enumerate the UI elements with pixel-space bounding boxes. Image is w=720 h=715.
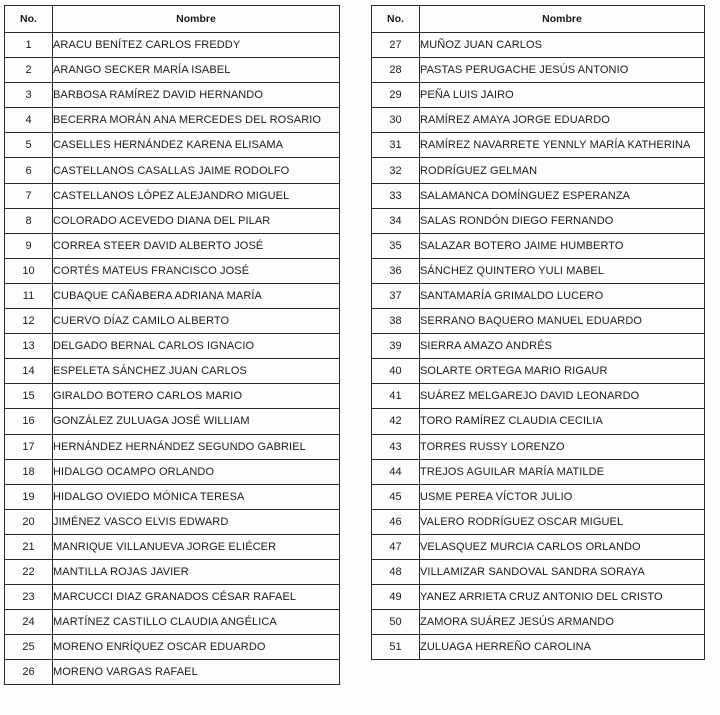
row-name: RODRÍGUEZ GELMAN [420, 158, 705, 183]
row-name: JIMÉNEZ VASCO ELVIS EDWARD [53, 509, 340, 534]
row-name: HERNÁNDEZ HERNÁNDEZ SEGUNDO GABRIEL [53, 434, 340, 459]
row-number: 46 [372, 509, 420, 534]
row-name: ZULUAGA HERREÑO CAROLINA [420, 635, 705, 660]
row-name: BARBOSA RAMÍREZ DAVID HERNANDO [53, 83, 340, 108]
row-name: SALAMANCA DOMÍNGUEZ ESPERANZA [420, 183, 705, 208]
row-number: 30 [372, 108, 420, 133]
table-row [5, 660, 340, 685]
row-name: RAMÍREZ NAVARRETE YENNLY MARÍA KATHERINA [420, 133, 705, 158]
row-name: ESPELETA SÁNCHEZ JUAN CARLOS [53, 359, 340, 384]
row-name: SIERRA AMAZO ANDRÉS [420, 334, 705, 359]
row-name: ARACU BENÍTEZ CARLOS FREDDY [53, 33, 340, 58]
row-name: MARTÍNEZ CASTILLO CLAUDIA ANGÉLICA [53, 610, 340, 635]
row-number: 4 [5, 108, 53, 133]
row-number: 27 [372, 33, 420, 58]
row-number: 38 [372, 309, 420, 334]
table-row [5, 83, 340, 108]
table-row [372, 434, 705, 459]
row-name: PASTAS PERUGACHE JESÚS ANTONIO [420, 58, 705, 83]
table-row [5, 108, 340, 133]
row-number: 22 [5, 559, 53, 584]
row-name: MANRIQUE VILLANUEVA JORGE ELIÉCER [53, 534, 340, 559]
row-number: 7 [5, 183, 53, 208]
row-number: 33 [372, 183, 420, 208]
row-number: 32 [372, 158, 420, 183]
row-name: CASTELLANOS CASALLAS JAIME RODOLFO [53, 158, 340, 183]
table-row [372, 635, 705, 660]
row-number: 39 [372, 334, 420, 359]
row-name: USME PEREA VÍCTOR JULIO [420, 484, 705, 509]
row-name: MARCUCCI DIAZ GRANADOS CÉSAR RAFAEL [53, 585, 340, 610]
table-row [5, 559, 340, 584]
table-row [5, 359, 340, 384]
row-number: 11 [5, 283, 53, 308]
table-row [372, 83, 705, 108]
table-row [372, 585, 705, 610]
row-name: SOLARTE ORTEGA MARIO RIGAUR [420, 359, 705, 384]
row-number: 50 [372, 610, 420, 635]
row-number: 36 [372, 258, 420, 283]
row-number: 34 [372, 208, 420, 233]
row-number: 10 [5, 258, 53, 283]
table-row [372, 484, 705, 509]
table-row [5, 283, 340, 308]
row-number: 25 [5, 635, 53, 660]
row-number: 21 [5, 534, 53, 559]
table-row [5, 208, 340, 233]
row-name: HIDALGO OVIEDO MÓNICA TERESA [53, 484, 340, 509]
table-row [5, 33, 340, 58]
table-row [372, 58, 705, 83]
row-name: MANTILLA ROJAS JAVIER [53, 559, 340, 584]
row-number: 26 [5, 660, 53, 685]
table-row [5, 334, 340, 359]
table-row [5, 585, 340, 610]
row-name: TREJOS AGUILAR MARÍA MATILDE [420, 459, 705, 484]
row-name: ARANGO SECKER MARÍA ISABEL [53, 58, 340, 83]
row-number: 48 [372, 559, 420, 584]
row-number: 6 [5, 158, 53, 183]
row-name: ZAMORA SUÁREZ JESÚS ARMANDO [420, 610, 705, 635]
row-name: TORO RAMÍREZ CLAUDIA CECILIA [420, 409, 705, 434]
row-name: HIDALGO OCAMPO ORLANDO [53, 459, 340, 484]
table-row [372, 409, 705, 434]
table-row [5, 309, 340, 334]
row-number: 31 [372, 133, 420, 158]
table-row [372, 509, 705, 534]
table-row [372, 183, 705, 208]
row-number: 14 [5, 359, 53, 384]
row-number: 24 [5, 610, 53, 635]
table-row [5, 58, 340, 83]
row-name: CORTÉS MATEUS FRANCISCO JOSÉ [53, 258, 340, 283]
row-name: MORENO VARGAS RAFAEL [53, 660, 340, 685]
row-number: 15 [5, 384, 53, 409]
table-row [5, 509, 340, 534]
row-number: 51 [372, 635, 420, 660]
table-row [5, 534, 340, 559]
table-row [5, 158, 340, 183]
row-number: 12 [5, 309, 53, 334]
row-name: CUERVO DÍAZ CAMILO ALBERTO [53, 309, 340, 334]
row-name: SALAZAR BOTERO JAIME HUMBERTO [420, 233, 705, 258]
table-row [5, 183, 340, 208]
row-name: YANEZ ARRIETA CRUZ ANTONIO DEL CRISTO [420, 585, 705, 610]
row-number: 40 [372, 359, 420, 384]
table-header-row [5, 6, 340, 33]
row-name: BECERRA MORÁN ANA MERCEDES DEL ROSARIO [53, 108, 340, 133]
table-row [372, 33, 705, 58]
roster-table-right [371, 5, 705, 660]
row-number: 9 [5, 233, 53, 258]
row-number: 45 [372, 484, 420, 509]
row-name: CASELLES HERNÁNDEZ KARENA ELISAMA [53, 133, 340, 158]
row-number: 23 [5, 585, 53, 610]
row-name: SERRANO BAQUERO MANUEL EDUARDO [420, 309, 705, 334]
roster-table-left [4, 5, 340, 685]
row-number: 17 [5, 434, 53, 459]
row-number: 29 [372, 83, 420, 108]
table-row [5, 610, 340, 635]
table-row [372, 283, 705, 308]
table-row [5, 635, 340, 660]
row-name: MORENO ENRÍQUEZ OSCAR EDUARDO [53, 635, 340, 660]
table-row [372, 258, 705, 283]
row-name: GIRALDO BOTERO CARLOS MARIO [53, 384, 340, 409]
row-number: 18 [5, 459, 53, 484]
table-row [372, 108, 705, 133]
row-name: CUBAQUE CAÑABERA ADRIANA MARÍA [53, 283, 340, 308]
row-number: 42 [372, 409, 420, 434]
row-name: VALERO RODRÍGUEZ OSCAR MIGUEL [420, 509, 705, 534]
column-header-number: No. [5, 6, 53, 33]
table-row [5, 459, 340, 484]
table-row [372, 559, 705, 584]
table-row [372, 133, 705, 158]
row-name: SALAS RONDÓN DIEGO FERNANDO [420, 208, 705, 233]
table-row [5, 484, 340, 509]
table-row [372, 309, 705, 334]
table-row [372, 334, 705, 359]
row-number: 8 [5, 208, 53, 233]
row-number: 13 [5, 334, 53, 359]
row-name: CASTELLANOS LÓPEZ ALEJANDRO MIGUEL [53, 183, 340, 208]
row-number: 2 [5, 58, 53, 83]
row-name: SANTAMARÍA GRIMALDO LUCERO [420, 283, 705, 308]
row-name: SÁNCHEZ QUINTERO YULI MABEL [420, 258, 705, 283]
row-number: 5 [5, 133, 53, 158]
row-number: 44 [372, 459, 420, 484]
row-name: COLORADO ACEVEDO DIANA DEL PILAR [53, 208, 340, 233]
table-row [5, 133, 340, 158]
row-number: 47 [372, 534, 420, 559]
row-number: 43 [372, 434, 420, 459]
table-row [372, 158, 705, 183]
row-number: 35 [372, 233, 420, 258]
row-name: VELASQUEZ MURCIA CARLOS ORLANDO [420, 534, 705, 559]
table-row [372, 233, 705, 258]
row-name: SUÁREZ MELGAREJO DAVID LEONARDO [420, 384, 705, 409]
table-row [5, 409, 340, 434]
row-number: 37 [372, 283, 420, 308]
row-number: 16 [5, 409, 53, 434]
table-row [372, 459, 705, 484]
table-row [5, 258, 340, 283]
table-row [372, 610, 705, 635]
table-row [5, 384, 340, 409]
row-name: DELGADO BERNAL CARLOS IGNACIO [53, 334, 340, 359]
column-header-number: No. [372, 6, 420, 33]
table-row [372, 534, 705, 559]
table-row [372, 208, 705, 233]
row-name: CORREA STEER DAVID ALBERTO JOSÉ [53, 233, 340, 258]
row-name: VILLAMIZAR SANDOVAL SANDRA SORAYA [420, 559, 705, 584]
row-name: MUÑOZ JUAN CARLOS [420, 33, 705, 58]
row-number: 1 [5, 33, 53, 58]
row-name: PEÑA LUIS JAIRO [420, 83, 705, 108]
table-row [5, 434, 340, 459]
row-name: TORRES RUSSY LORENZO [420, 434, 705, 459]
row-number: 20 [5, 509, 53, 534]
table-row [5, 233, 340, 258]
row-number: 28 [372, 58, 420, 83]
column-header-name: Nombre [420, 6, 705, 33]
row-name: RAMÍREZ AMAYA JORGE EDUARDO [420, 108, 705, 133]
table-row [372, 384, 705, 409]
row-number: 3 [5, 83, 53, 108]
table-header-row [372, 6, 705, 33]
row-number: 19 [5, 484, 53, 509]
row-number: 49 [372, 585, 420, 610]
table-row [372, 359, 705, 384]
row-name: GONZÁLEZ ZULUAGA JOSÉ WILLIAM [53, 409, 340, 434]
row-number: 41 [372, 384, 420, 409]
column-header-name: Nombre [53, 6, 340, 33]
